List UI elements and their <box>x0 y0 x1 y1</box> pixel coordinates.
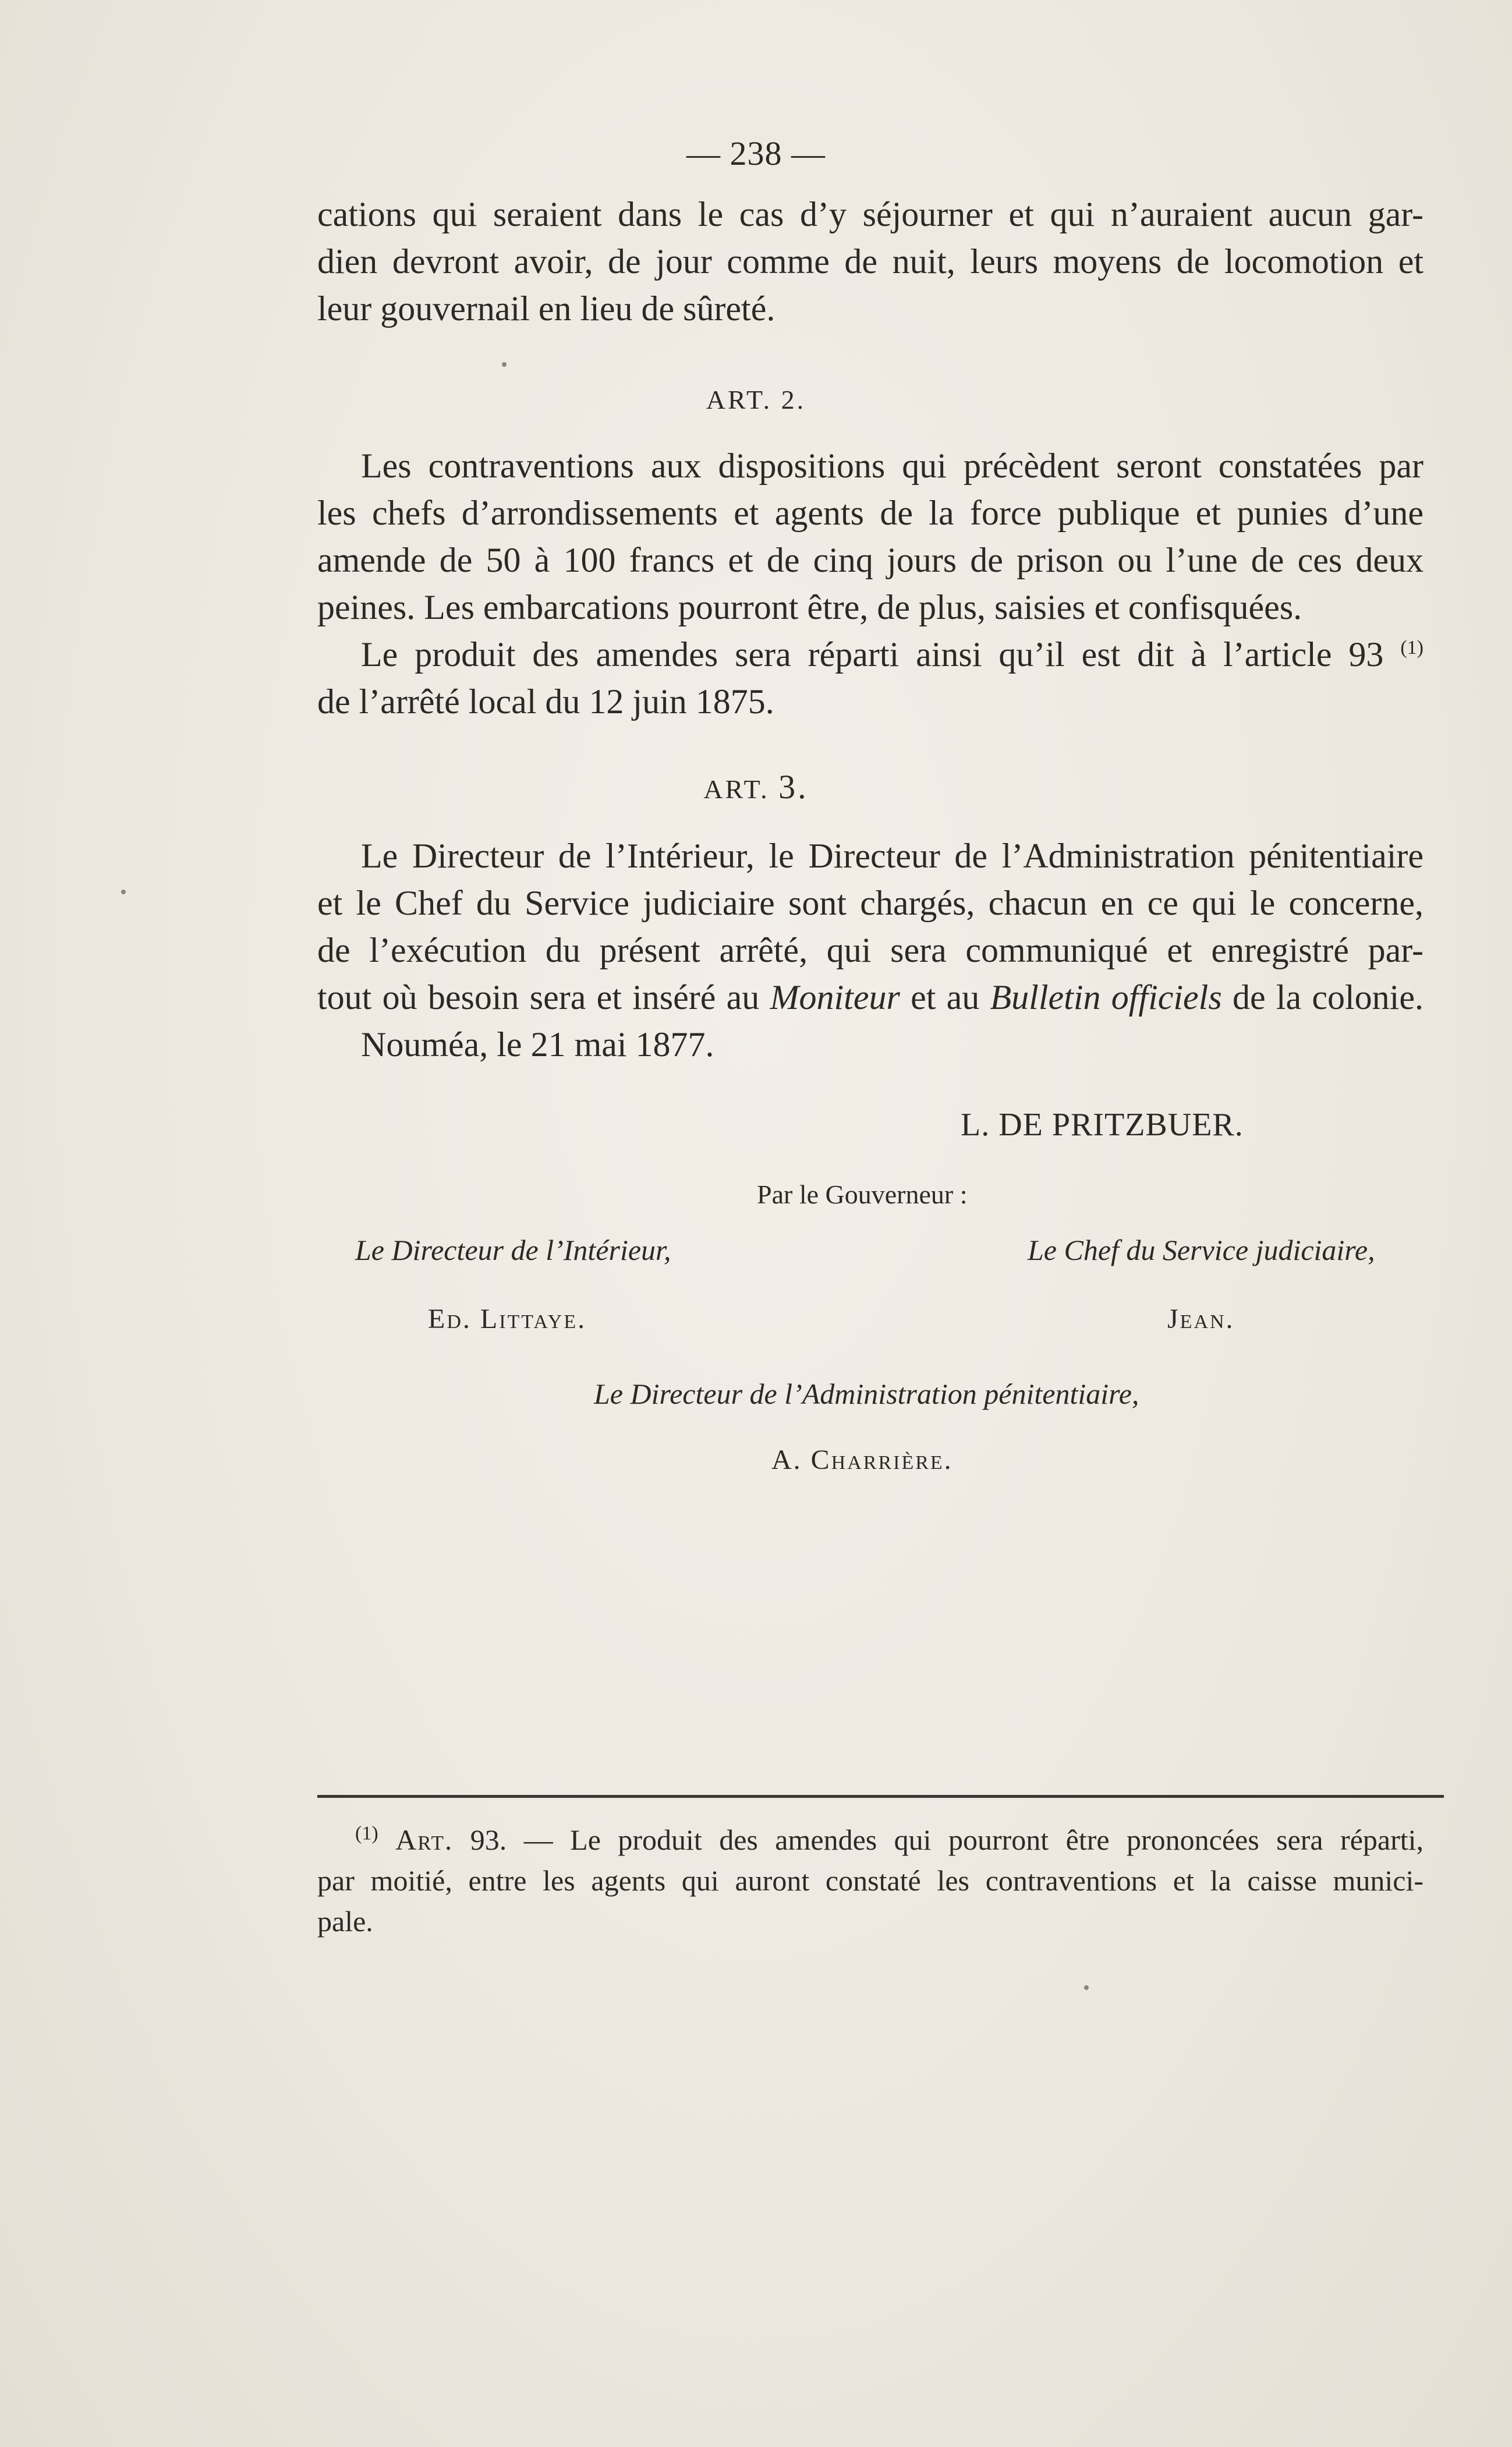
text-line-with-italics <box>317 974 1424 1021</box>
text-line: de l’arrêté local du 12 juin 1875. <box>317 682 774 721</box>
article-2-body <box>317 442 1424 725</box>
footnote-marker: (1) <box>355 1822 378 1844</box>
text-segment: tout où besoin sera et inséré au <box>317 978 760 1017</box>
text-line: leur gouvernail en lieu de sûreté. <box>317 289 776 328</box>
text-line: Le Directeur de l’Intérieur, le Directeur de l’Administration pénitentiaire <box>361 837 1424 875</box>
article-number: 3. <box>778 768 809 806</box>
paper-speck <box>1084 1985 1089 1990</box>
text-segment: de la colonie. <box>1232 978 1424 1017</box>
center-signatory-name: A. Charrière. <box>771 1444 953 1475</box>
text-line: peines. Les embarcations pourront être, de plus, saisies et confisquées. <box>317 588 1302 626</box>
right-signatory-title: Le Chef du Service judiciaire, <box>1028 1234 1375 1266</box>
article-number: 2. <box>781 385 806 415</box>
par-le-gouverneur: Par le Gouverneur : <box>757 1180 968 1209</box>
left-signatory-title: Le Directeur de l’Intérieur, <box>355 1234 671 1266</box>
left-signatory-name: Ed. Littaye. <box>428 1304 587 1334</box>
right-signatory-name: Jean. <box>1167 1304 1235 1334</box>
text-line-content: Le produit des amendes sera réparti ainsi qu’il est dit à l’article 93 <box>361 635 1384 674</box>
date-line: Nouméa, le 21 mai 1877. <box>361 1025 714 1064</box>
footnote-line <box>317 1819 1424 1860</box>
text-line: et le Chef du Service judiciaire sont chargés, chacun en ce qui le concerne, <box>317 884 1424 922</box>
paper-speck <box>502 362 507 367</box>
article-label: ART. <box>703 774 770 804</box>
text-line: de l’exécution du présent arrêté, qui sera communiqué et enregistré par- <box>317 931 1424 969</box>
footnote-line: par moitié, entre les agents qui auront constaté les contraventions et la caisse munici- <box>317 1864 1424 1897</box>
footnote-text: 93. — Le produit des amendes qui pourront être prononcées sera réparti, <box>470 1823 1424 1856</box>
article-3-body <box>317 833 1424 1068</box>
footnote-art-label: Art. <box>395 1823 454 1856</box>
text-line: cations qui seraient dans le cas d’y séjourner et qui n’auraient aucun gar- <box>317 195 1424 233</box>
text-line: dien devront avoir, de jour comme de nuit, leurs moyens de locomotion et <box>317 242 1424 281</box>
footnote-reference: (1) <box>1400 637 1424 658</box>
text-line: amende de 50 à 100 francs et de cinq jours de prison ou l’une de ces deux <box>317 541 1424 579</box>
paper-speck <box>121 890 126 894</box>
article-label: ART. <box>706 385 773 415</box>
article-2-heading <box>0 384 1512 415</box>
page-number: — 238 — <box>686 134 826 172</box>
text-line: Les contraventions aux dispositions qui précèdent seront constatées par <box>361 447 1424 485</box>
text-line-with-note <box>317 631 1424 678</box>
center-signatory-title: Le Directeur de l’Administration pénitentiaire, <box>594 1377 1139 1410</box>
footnote <box>317 1819 1424 1942</box>
italic-title: Moniteur <box>770 978 900 1017</box>
intro-paragraph <box>317 191 1424 332</box>
text-line: les chefs d’arrondissements et agents de la force publique et punies d’une <box>317 494 1424 532</box>
text-segment: et au <box>911 978 980 1017</box>
footnote-separator <box>317 1795 1444 1798</box>
footnote-line: pale. <box>317 1905 373 1938</box>
governor-signature: L. DE PRITZBUER. <box>961 1107 1244 1143</box>
article-3-heading <box>0 767 1512 806</box>
italic-title: Bulletin officiels <box>990 978 1222 1017</box>
